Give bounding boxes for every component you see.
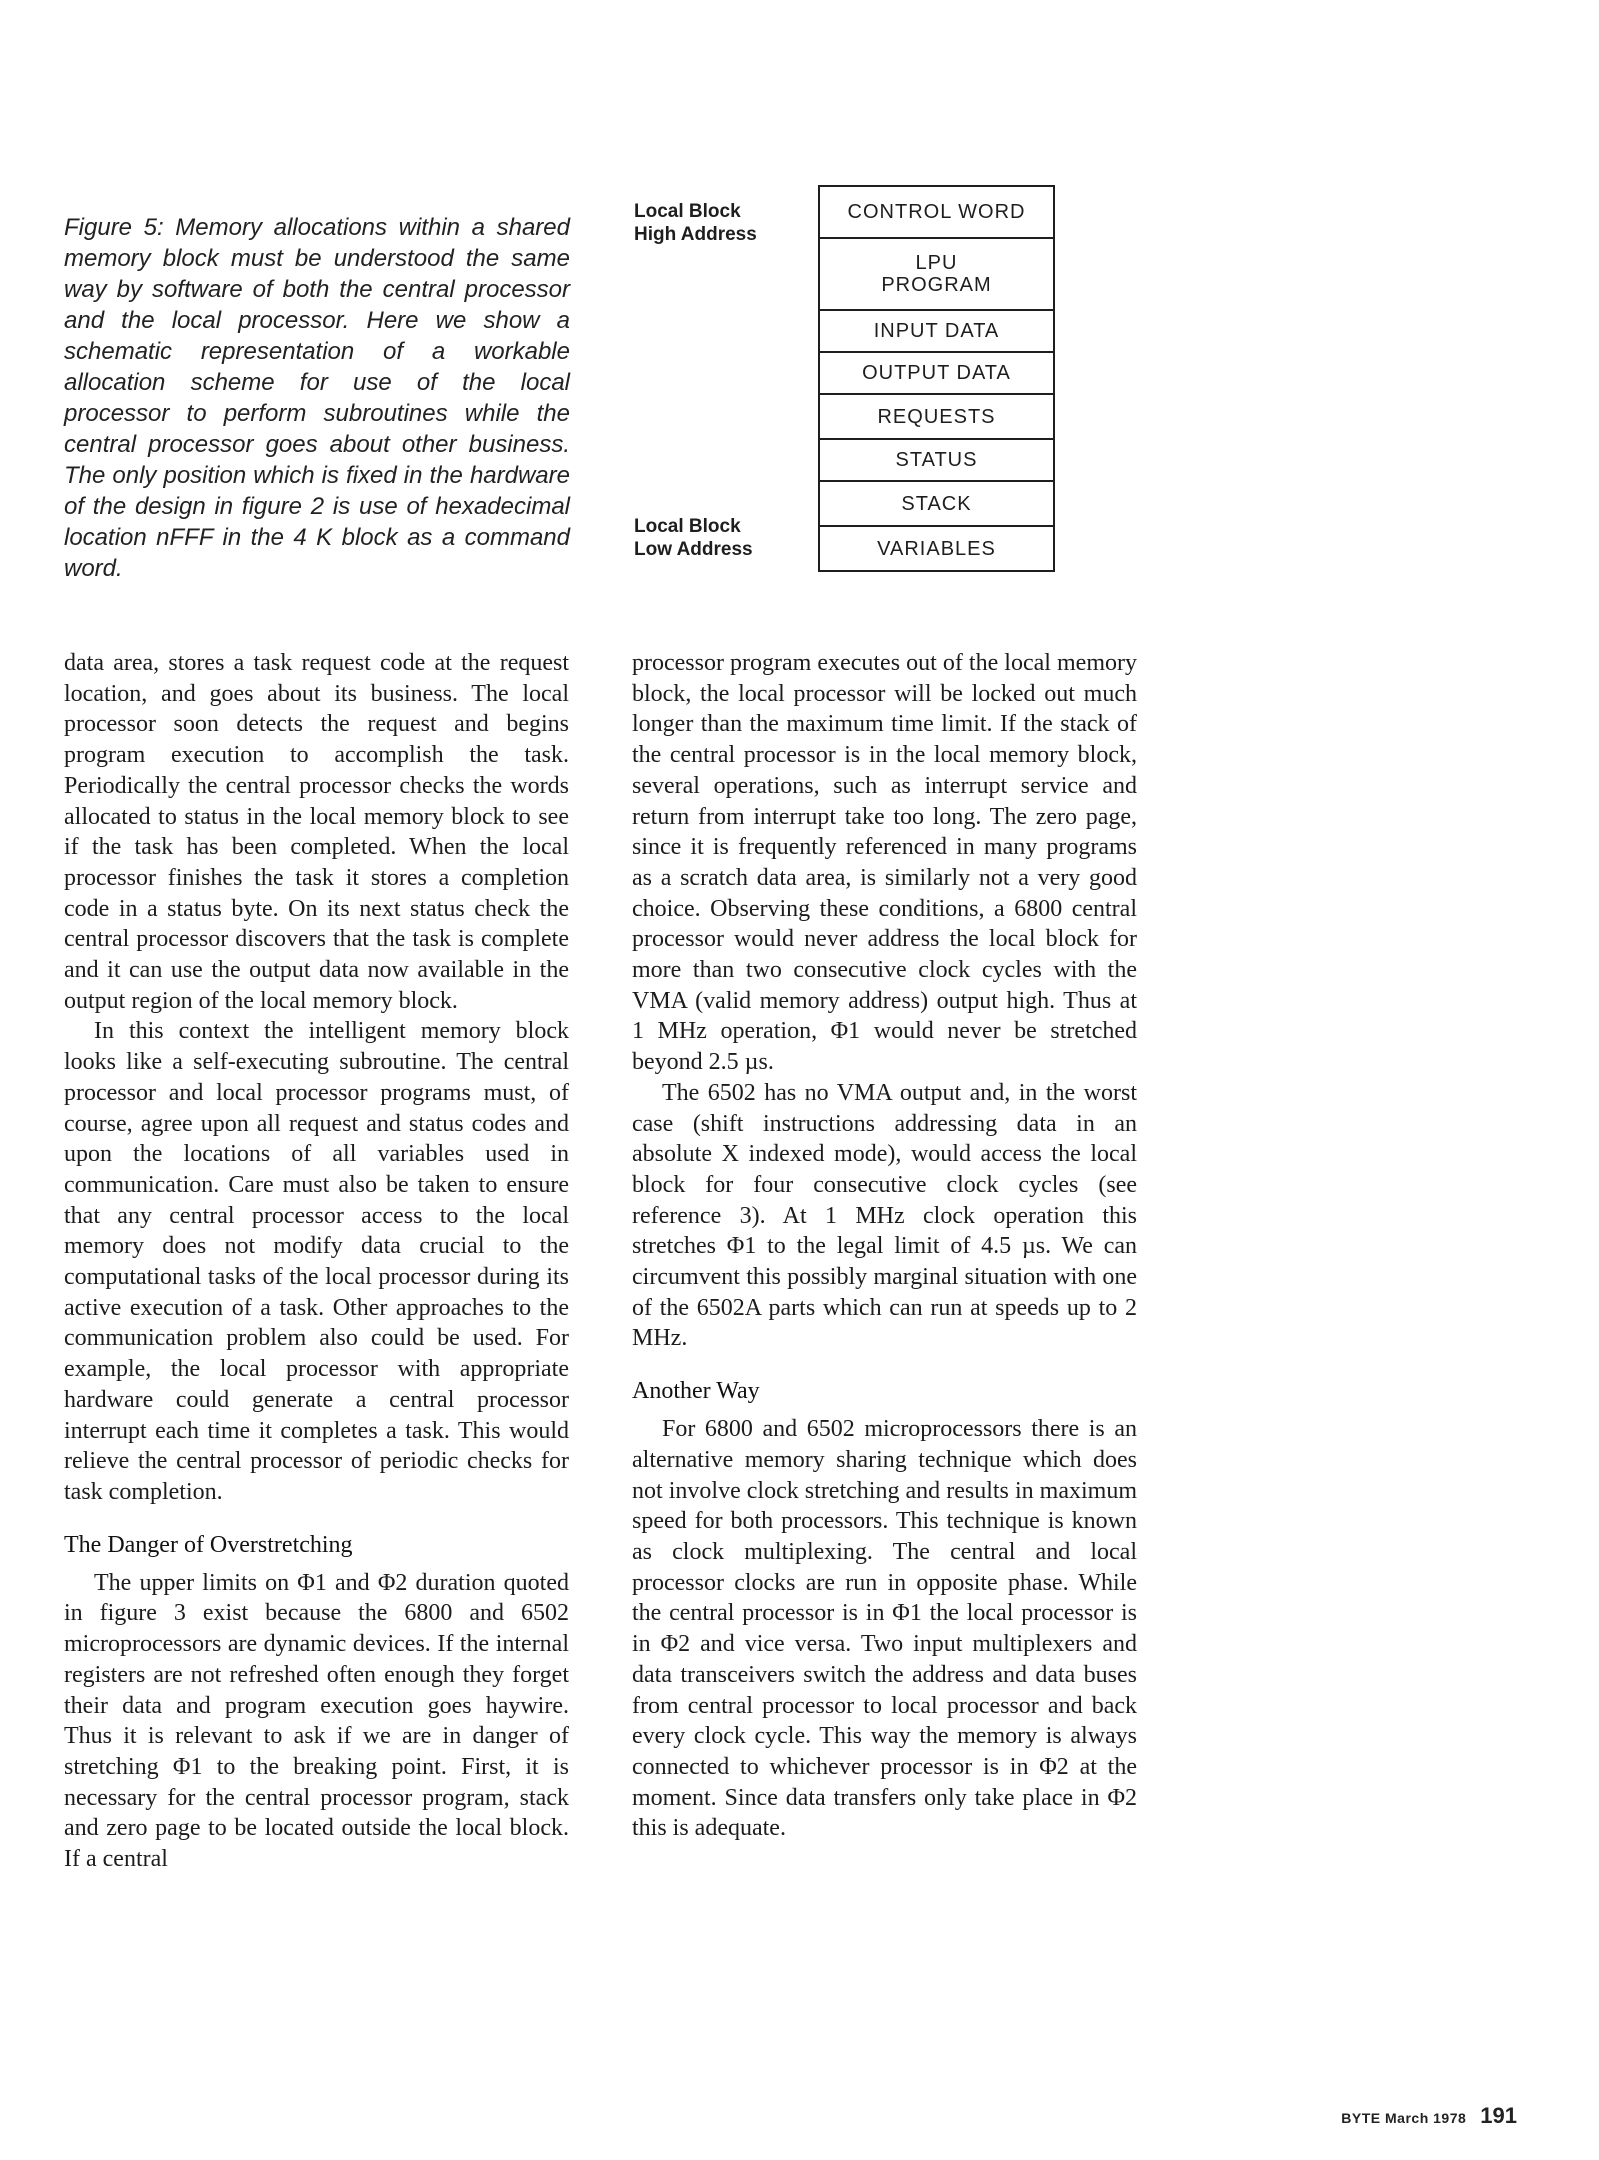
body-paragraph: In this context the intelligent memory block looks like a self-executing subroutine. The central processor and local processor programs must, of course, agree upon all request and status codes and upon the locations of all variables used in communication. Care must also be taken to ensure that any central processor access to the local memory does not modify data crucial to the computational tasks of the local processor during its active execution of a task. Other approaches to the communication problem also could be used. For example, the local processor with appropriate hardware could generate a central processor interrupt each time it completes a task. This would relieve the central processor of periodic checks for task completion. bbox=[64, 1018, 569, 1505]
memory-block: LPU PROGRAM bbox=[820, 239, 1053, 311]
body-paragraph: processor program executes out of the local memory block, the local processor will be locked out much longer than the maximum time limit. If the stack of the central processor is in the local memory block, several operations, such as interrupt service and return from interrupt take too long. The zero page, since it is frequently referenced in many programs as a scratch data area, is similarly not a very good choice. Observing these conditions, a 6800 central processor would never address the local block for more than two consecutive clock cycles with the VMA (valid memory address) output high. Thus at 1 MHz operation, Φ1 would never be stretched beyond 2.5 µs. bbox=[632, 650, 1137, 1076]
memory-block: INPUT DATA bbox=[820, 311, 1053, 353]
local-block-low-address-label: Local Block Low Address bbox=[634, 516, 753, 560]
section-heading: The Danger of Overstretching bbox=[64, 1531, 353, 1558]
memory-block: STATUS bbox=[820, 440, 1053, 482]
magazine-issue: BYTE March 1978 bbox=[1341, 2110, 1467, 2126]
memory-block: STACK bbox=[820, 482, 1053, 527]
left-column bbox=[64, 648, 569, 1875]
memory-block: REQUESTS bbox=[820, 395, 1053, 440]
figure-caption: Figure 5: Memory allocations within a shared memory block must be understood the same way by software of both the central processor and the local processor. Here we show a schematic representation of a workable allocation scheme for use of the local processor to perform subroutines while the central processor goes about other business. The only position which is fixed in the hardware of the design in figure 2 is use of hexadecimal location nFFF in the 4 K block as a command word. bbox=[64, 214, 570, 582]
memory-map-diagram bbox=[818, 185, 1055, 572]
body-paragraph: The 6502 has no VMA output and, in the worst case (shift instructions addressing data in an absolute X indexed mode), would access the local block for four consecutive clock cycles (see reference 3). At 1 MHz clock operation this stretches Φ1 to the legal limit of 4.5 µs. We can circumvent this possibly marginal situation with one of the 6502A parts which can run at speeds up to 2 MHz. bbox=[632, 1079, 1137, 1352]
body-paragraph: For 6800 and 6502 microprocessors there is an alternative memory sharing technique which does not involve clock stretching and results in maximum speed for both processors. This technique is known as clock multiplexing. The central and local processor clocks are run in opposite phase. While the central processor is in Φ1 the local processor is in Φ2 and vice versa. Two input multiplexers and data transceivers switch the address and data buses from central processor to local processor and back every clock cycle. This way the memory is always connected to whichever processor is in Φ2 at the moment. Since data transfers only take place in Φ2 this is adequate. bbox=[632, 1416, 1137, 1842]
section-heading: Another Way bbox=[632, 1378, 760, 1405]
memory-block: CONTROL WORD bbox=[820, 187, 1053, 239]
body-paragraph: data area, stores a task request code at the request location, and goes about its business. The local processor soon detects the request and begins program execution to accomplish the task. Periodically the central processor checks the words allocated to status in the local memory block to see if the task has been completed. When the local processor finishes the task it stores a completion code in a status byte. On its next status check the central processor discovers that the task is complete and it can use the output data now available in the output region of the local memory block. bbox=[64, 650, 569, 1014]
body-paragraph: The upper limits on Φ1 and Φ2 duration quoted in figure 3 exist because the 6800 and 6502 microprocessors are dynamic devices. If the internal registers are not refreshed often enough they forget their data and program execution goes haywire. Thus it is relevant to ask if we are in danger of stretching Φ1 to the breaking point. First, it is necessary for the central processor program, stack and zero page to be located outside the local block. If a central bbox=[64, 1569, 569, 1873]
memory-block: VARIABLES bbox=[820, 527, 1053, 572]
page-footer bbox=[1341, 2103, 1517, 2129]
right-column bbox=[632, 648, 1137, 1844]
local-block-high-address-label: Local Block High Address bbox=[634, 201, 757, 245]
memory-block: OUTPUT DATA bbox=[820, 353, 1053, 395]
page-number: 191 bbox=[1480, 2103, 1517, 2128]
